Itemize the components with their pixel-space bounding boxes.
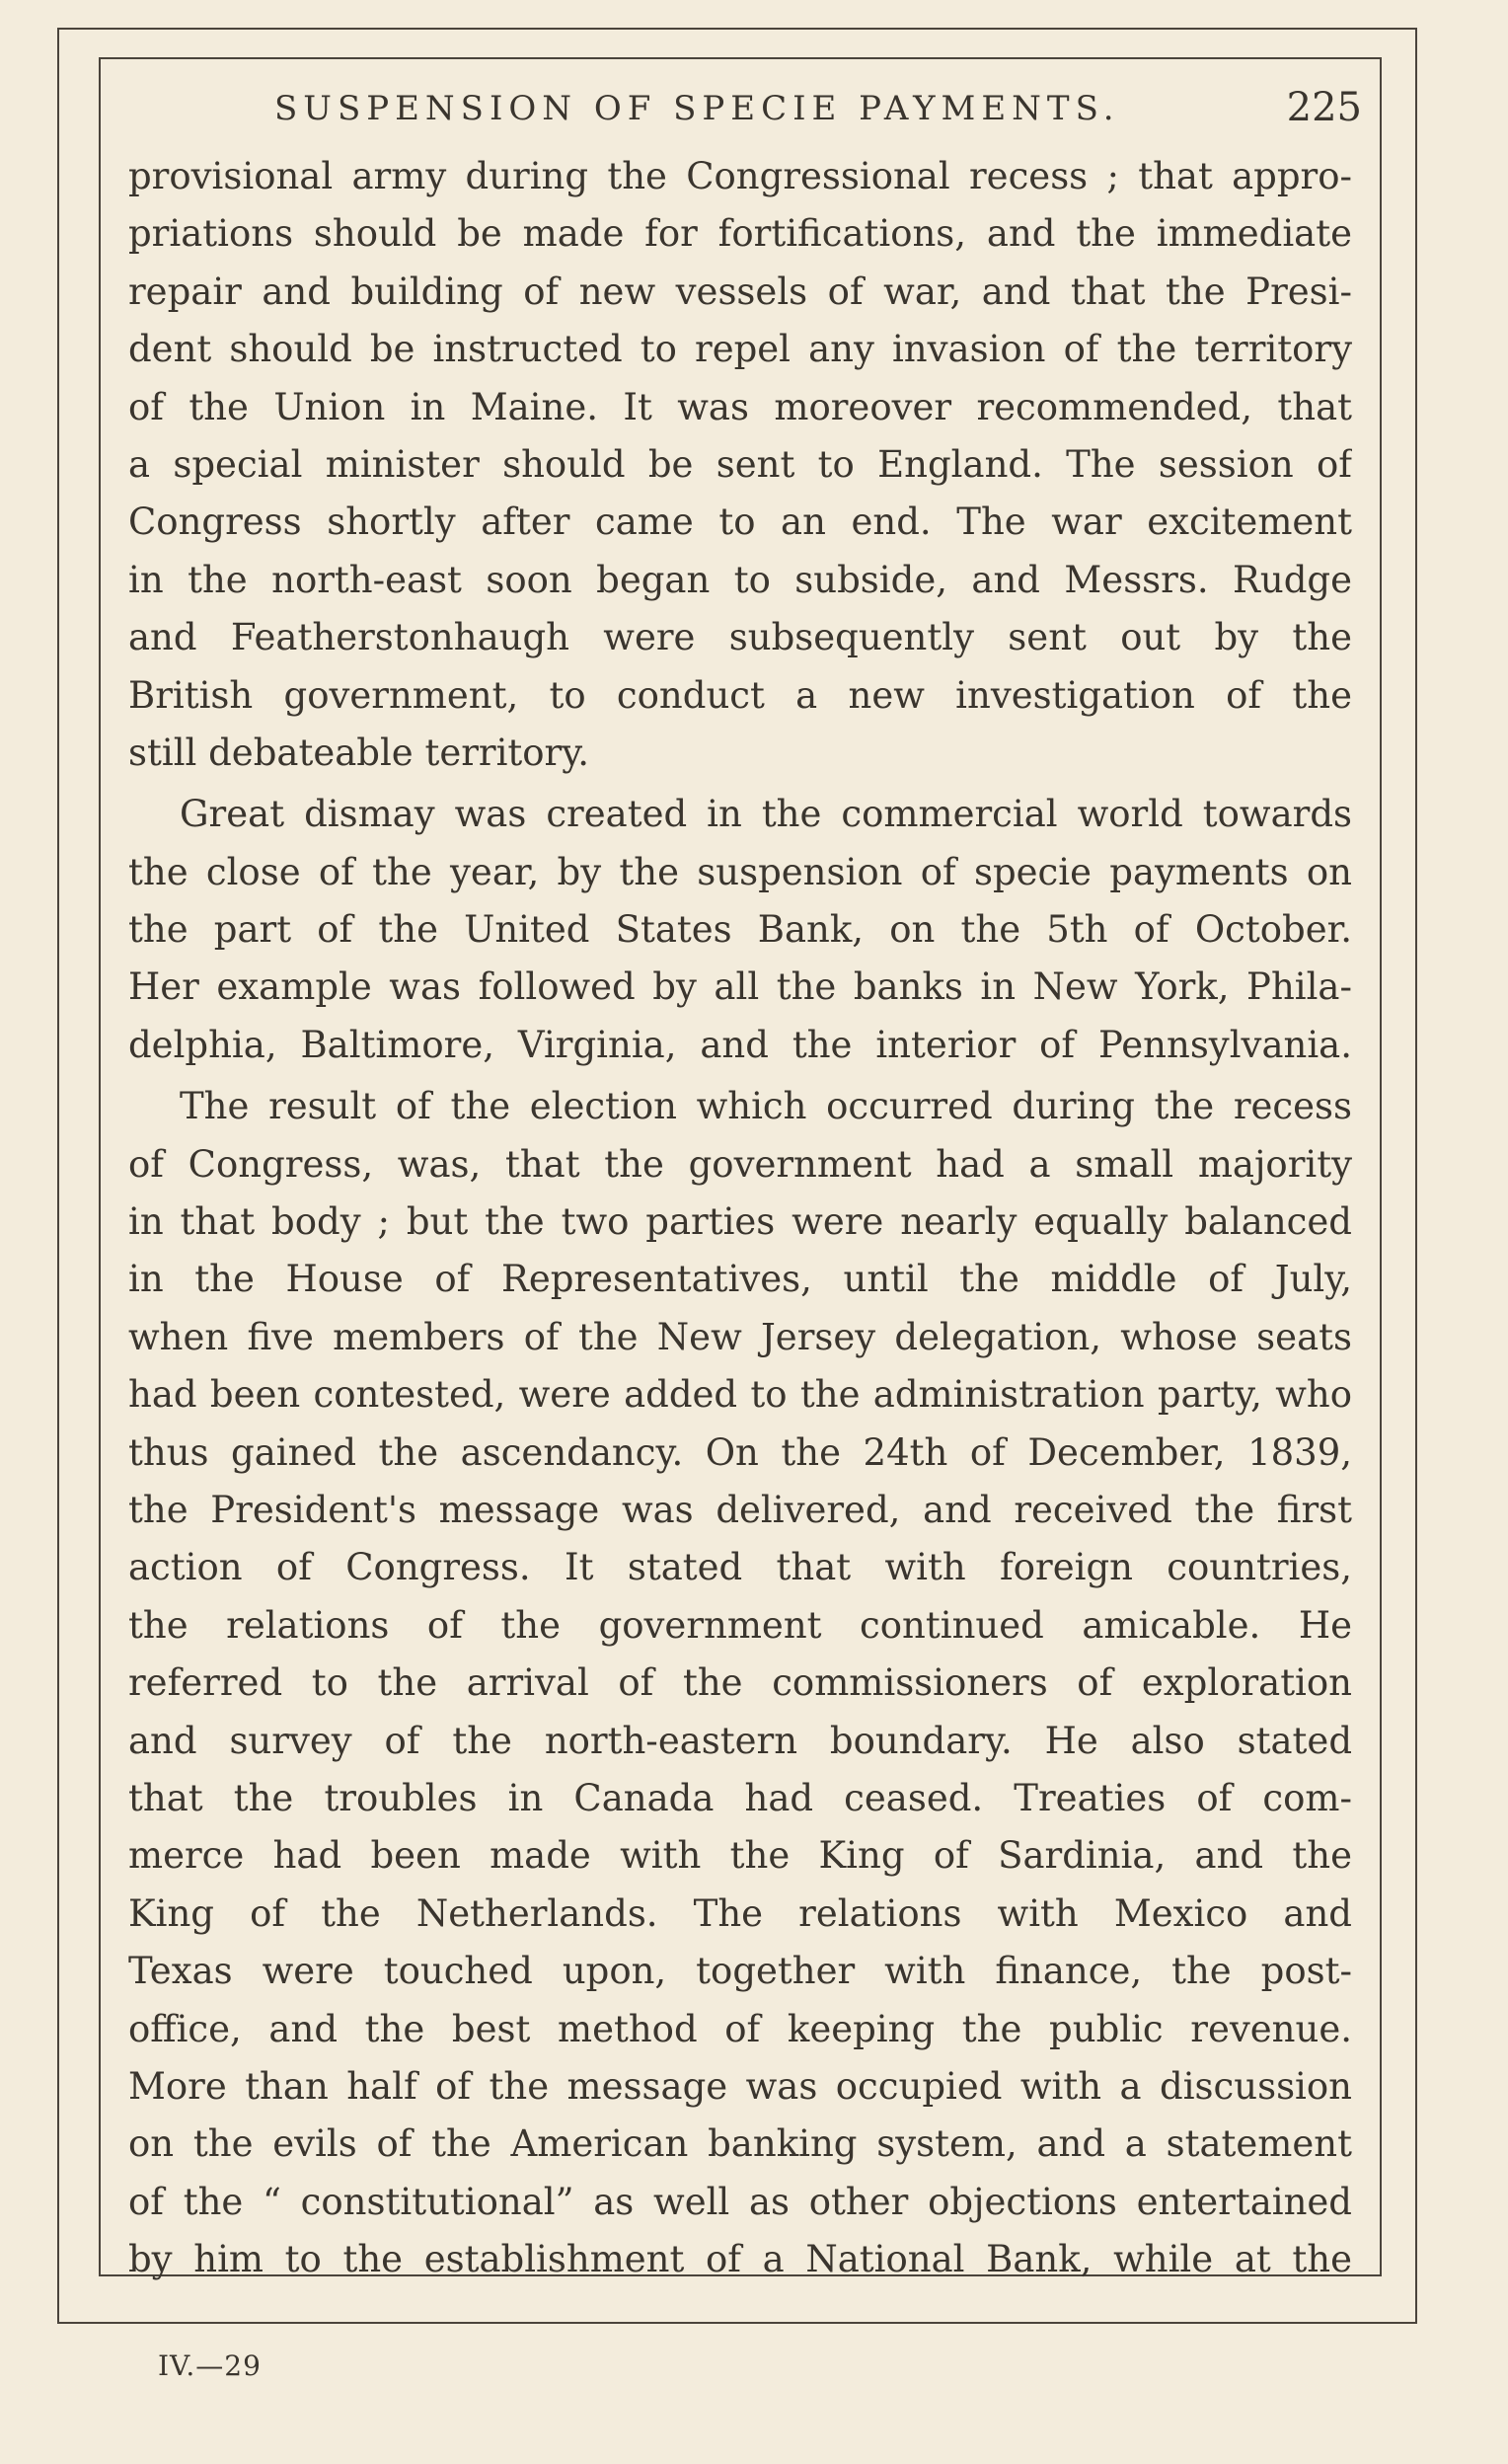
text-line: when five members of the New Jersey delegation, whose seats [128, 1315, 1352, 1358]
text-line: Great dismay was created in the commercial world towards [180, 793, 1352, 836]
text-line: of Congress, was, that the government had a small majority [128, 1142, 1352, 1186]
signature-mark: IV.—29 [158, 2349, 262, 2382]
text-line: office, and the best method of keeping the public revenue. [128, 2007, 1352, 2050]
text-line: dent should be instructed to repel any invasion of the territory [128, 328, 1352, 371]
text-line: a special minister should be sent to England. The session of [128, 442, 1352, 486]
text-line: provisional army during the Congressional recess ; that appro- [128, 155, 1352, 197]
text-line: King of the Netherlands. The relations with Mexico and [128, 1891, 1352, 1935]
text-line: and survey of the north-eastern boundary. He also stated [128, 1719, 1352, 1762]
page-number: 225 [1286, 85, 1362, 130]
text-line: repair and building of new vessels of war, and that the Presi- [128, 270, 1352, 313]
text-line: priations should be made for fortifications, and the immediate [128, 212, 1352, 256]
text-line: merce had been made with the King of Sardinia, and the [128, 1834, 1352, 1878]
running-title: SUSPENSION OF SPECIE PAYMENTS. [274, 89, 1120, 128]
text-line: the relations of the government continued amicable. He [128, 1603, 1352, 1647]
text-line: of the “ constitutional” as well as other objections entertained [128, 2180, 1352, 2223]
paragraph-2 [128, 786, 1352, 1074]
text-line: by him to the establishment of a National Bank, while at the [128, 2238, 1352, 2281]
text-line: delphia, Baltimore, Virginia, and the interior of Pennsylvania. [128, 1023, 1352, 1066]
text-line: referred to the arrival of the commissioners of exploration [128, 1661, 1352, 1705]
text-line: British government, to conduct a new investigation of the [128, 673, 1352, 717]
text-line: the President's message was delivered, and received the first [128, 1488, 1352, 1531]
text-line: in that body ; but the two parties were nearly equally balanced [128, 1200, 1352, 1244]
text-line: The result of the election which occurred during the recess [180, 1085, 1352, 1128]
text-line: Texas were touched upon, together with finance, the post- [128, 1950, 1352, 1993]
text-line: in the House of Representatives, until the middle of July, [128, 1258, 1352, 1301]
text-line: in the north-east soon began to subside, and Messrs. Rudge [128, 558, 1352, 601]
paragraph-3 [128, 1078, 1352, 2288]
text-line: the close of the year, by the suspension of specie payments on [128, 850, 1352, 893]
text-line: the part of the United States Bank, on the 5th of October. [128, 908, 1352, 952]
bottom-rule [57, 2322, 1417, 2324]
paragraph-1 [128, 148, 1352, 782]
text-line: action of Congress. It stated that with foreign countries, [128, 1546, 1352, 1589]
text-line: on the evils of the American banking system, and a statement [128, 2122, 1352, 2166]
text-line: of the Union in Maine. It was moreover recommended, that [128, 385, 1352, 428]
text-line: had been contested, were added to the administration party, who [128, 1373, 1352, 1417]
text-line: Congress shortly after came to an end. The war excitement [128, 500, 1352, 544]
body-text [128, 148, 1352, 2288]
text-line: thus gained the ascendancy. On the 24th of December, 1839, [128, 1430, 1352, 1474]
text-line: Her example was followed by all the banks in New York, Phila- [128, 965, 1352, 1009]
text-line: still debateable territory. [128, 731, 589, 774]
text-line: that the troubles in Canada had ceased. Treaties of com- [128, 1776, 1352, 1819]
text-line: More than half of the message was occupied with a discussion [128, 2064, 1352, 2108]
running-head [128, 85, 1362, 138]
text-line: and Featherstonhaugh were subsequently sent out by the [128, 616, 1352, 659]
